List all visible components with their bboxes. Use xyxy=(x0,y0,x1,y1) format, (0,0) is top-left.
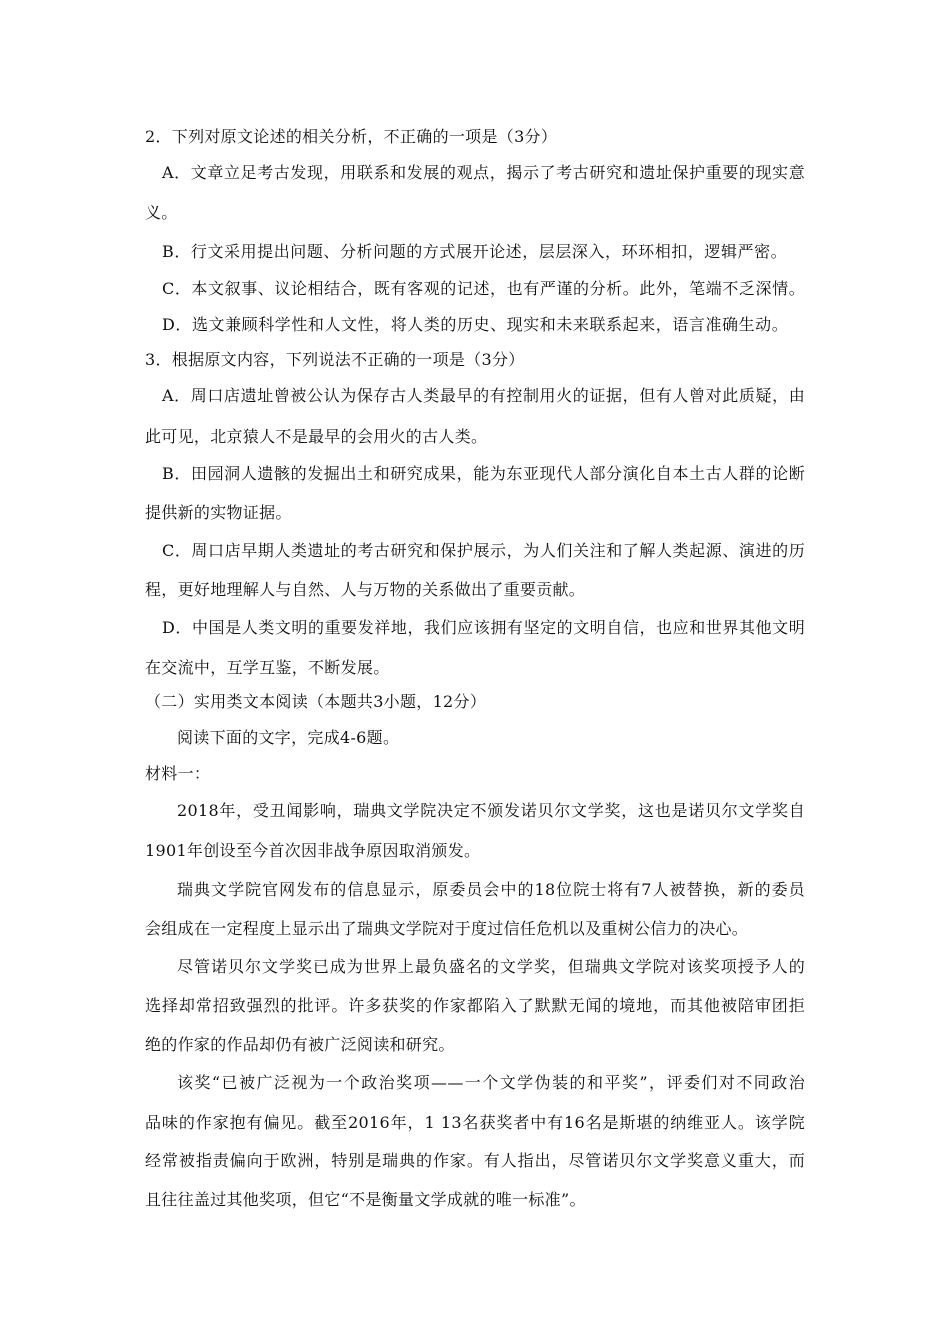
question-2-option-b: B．行文采用提出问题、分析问题的方式展开论述，层层深入，环环相扣，逻辑严密。 xyxy=(162,242,787,261)
material-paragraph-4-cont-3: 且往往盖过其他奖项，但它“不是衡量文学成就的唯一标准”。 xyxy=(145,1190,586,1209)
question-2-option-a: A．文章立足考古发现，用联系和发展的观点，揭示了考古研究和遗址保护重要的现实意 xyxy=(162,163,805,182)
material-paragraph-4: 该奖“已被广泛视为一个政治奖项——一个文学伪装的和平奖”，评委们对不同政治 xyxy=(177,1073,805,1092)
question-3-option-d: D．中国是人类文明的重要发祥地，我们应该拥有坚定的文明自信，也应和世界其他文明 xyxy=(162,618,805,637)
material-paragraph-2: 瑞典文学院官网发布的信息显示，原委员会中的18位院士将有7人被替换，新的委员 xyxy=(177,880,805,899)
question-3-option-c-cont: 程，更好地理解人与自然、人与万物的关系做出了重要贡献。 xyxy=(145,580,586,599)
question-2-option-a-cont: 义。 xyxy=(145,203,178,222)
section-heading: （二）实用类文本阅读（本题共3小题，12分） xyxy=(145,692,487,711)
question-3-option-c: C．周口店早期人类遗址的考古研究和保护展示，为人们关注和了解人类起源、演进的历 xyxy=(162,541,805,560)
question-3-stem: 3．根据原文内容，下列说法不正确的一项是（3分） xyxy=(145,350,525,369)
material-paragraph-1-cont: 1901年创设至今首次因非战争原因取消颁发。 xyxy=(145,841,481,860)
question-2-option-c: C．本文叙事、议论相结合，既有客观的记述，也有严谨的分析。此外，笔端不乏深情。 xyxy=(162,279,805,298)
material-paragraph-3-cont-1: 选择却常招致强烈的批评。许多获奖的作家都陷入了默默无闻的境地，而其他被陪审团拒 xyxy=(145,996,805,1015)
question-3-option-b: B．田园洞人遗骸的发掘出土和研究成果，能为东亚现代人部分演化自本土古人群的论断 xyxy=(162,464,805,483)
material-paragraph-3: 尽管诺贝尔文学奖已成为世界上最负盛名的文学奖，但瑞典文学院对该奖项授予人的 xyxy=(177,957,805,976)
question-3-option-d-cont: 在交流中，互学互鉴，不断发展。 xyxy=(145,658,390,677)
reading-instruction: 阅读下面的文字，完成4-6题。 xyxy=(177,728,400,747)
material-label: 材料一： xyxy=(145,764,211,783)
question-3-option-b-cont: 提供新的实物证据。 xyxy=(145,503,292,522)
material-paragraph-2-cont: 会组成在一定程度上显示出了瑞典文学院对于度过信任危机以及重树公信力的决心。 xyxy=(145,919,749,938)
question-2-stem: 2．下列对原文论述的相关分析，不正确的一项是（3分） xyxy=(145,127,558,146)
question-3-option-a: A．周口店遗址曾被公认为保存古人类最早的有控制用火的证据，但有人曾对此质疑，由 xyxy=(162,386,805,405)
question-2-option-d: D．选文兼顾科学性和人文性，将人类的历史、现实和未来联系起来，语言准确生动。 xyxy=(162,315,788,334)
material-paragraph-3-cont-2: 绝的作家的作品却仍有被广泛阅读和研究。 xyxy=(145,1035,455,1054)
material-paragraph-1: 2018年，受丑闻影响，瑞典文学院决定不颁发诺贝尔文学奖，这也是诺贝尔文学奖自 xyxy=(177,801,805,820)
material-paragraph-4-cont-1: 品味的作家抱有偏见。截至2016年，1 13名获奖者中有16名是斯堪的纳维亚人。该学院 xyxy=(145,1113,805,1132)
material-paragraph-4-cont-2: 经常被指责偏向于欧洲，特别是瑞典的作家。有人指出，尽管诺贝尔文学奖意义重大，而 xyxy=(145,1151,805,1170)
question-3-option-a-cont: 此可见，北京猿人不是最早的会用火的古人类。 xyxy=(145,427,488,446)
